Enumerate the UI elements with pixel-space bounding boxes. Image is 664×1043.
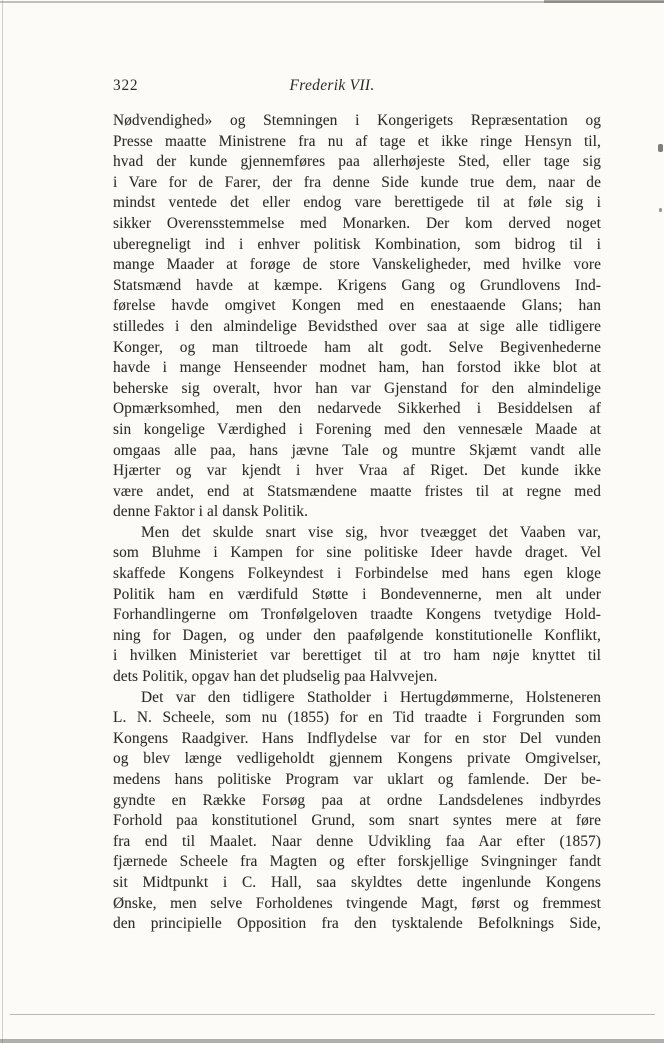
scan-artifact-bottom-edge (0, 1039, 664, 1043)
scan-artifact-left-edge (2, 0, 3, 1043)
text-line: Forhold paa konstitutionel Grund, som snart syntes mere at føre (113, 812, 601, 830)
text-line: Kongens Raadgiver. Hans Indflydelse var for en stor Del vunden (113, 729, 601, 747)
text-line: førelse havde omgivet Kongen med en enestaaende Glans; han (113, 297, 601, 315)
text-line: mange Maader at forøge de store Vanskeligheder, med hvilke vore (113, 256, 601, 274)
text-line: gyndte en Række Forsøg paa at ordne Landsdelenes indbyrdes (113, 791, 601, 809)
text-line: Ønske, men selve Forholdenes tvingende Magt, først og fremmest (113, 894, 601, 912)
text-line: skaffede Kongens Folkeyndest i Forbindelse med hans egen kloge (113, 565, 601, 583)
text-line: i Vare for de Farer, der fra denne Side kunde true dem, naar de (113, 173, 601, 191)
text-line: Opmærksomhed, men den nedarvede Sikkerhed i Besiddelsen af (113, 400, 601, 418)
scan-artifact-bottom-line (10, 1014, 655, 1015)
text-line: Hjærter og var kjendt i hver Vraa af Riget. Det kunde ikke (113, 462, 601, 480)
text-line: sit Midtpunkt i C. Hall, saa skyldtes dette ingenlunde Kongens (113, 873, 601, 891)
text-line: Presse maatte Ministrene fra nu af tage et ikke ringe Hensyn til, (113, 132, 601, 150)
text-line: Politik ham en værdifuld Støtte i Bondevennerne, men alt under (113, 585, 601, 603)
paragraph-1 (113, 111, 601, 523)
scan-artifact-top-right-edge (544, 0, 664, 3)
text-line: Men det skulde snart vise sig, hvor tveægget det Vaaben var, (141, 523, 601, 541)
page-number: 322 (113, 77, 139, 94)
text-line: i hvilken Ministeriet var berettiget til at tro ham nøje knyttet til (113, 647, 601, 665)
paragraph-3 (113, 688, 601, 935)
text-line: hvad der kunde gjennemføres paa allerhøjeste Sted, eller tage sig (113, 153, 601, 171)
text-line: L. N. Scheele, som nu (1855) for en Tid traadte i Forgrunden som (113, 709, 601, 727)
scan-artifact-right-mark (659, 208, 662, 212)
text-line: fra end til Maalet. Naar denne Udvikling faa Aar efter (1857) (113, 832, 601, 850)
text-line: havde i mange Henseender modnet ham, han forstod ikke blot at (113, 359, 601, 377)
text-line: dets Politik, opgav han det pludselig paa Halvvejen. (113, 668, 438, 686)
text-line: være andet, end at Statsmændene maatte fristes til at regne med (113, 482, 601, 500)
text-line: den principielle Opposition fra den tysktalende Befolknings Side, (113, 915, 601, 933)
text-line: og blev længe vedligeholdt gjennem Kongens private Omgivelser, (113, 750, 601, 768)
text-line: fjærnede Scheele fra Magten og efter forskjellige Svingninger fandt (113, 853, 601, 871)
text-line: sin kongelige Værdighed i Forening med den vennesæle Maade at (113, 420, 601, 438)
text-line: mindst ventede det eller endog vare berettigede til at føle sig i (113, 194, 601, 212)
scan-artifact-top-edge (0, 1, 664, 3)
text-line: Nødvendighed» og Stemningen i Kongerigets Repræsentation og (113, 112, 601, 129)
running-title: Frederik VII. (289, 77, 375, 94)
scan-artifact-right-mark (658, 144, 663, 152)
text-line: omgaas alle paa, hans jævne Tale og muntre Skjæmt vandt alle (113, 441, 601, 459)
text-line: som Bluhme i Kampen for sine politiske Ideer havde draget. Vel (113, 544, 601, 562)
text-line: Forhandlingerne om Tronfølgeloven traadte Kongens tvetydige Hold- (113, 606, 601, 624)
text-line: medens hans politiske Program var uklart og famlende. Der be- (113, 771, 601, 788)
text-block (113, 111, 601, 935)
paragraph-2 (113, 523, 601, 688)
text-line: sikker Overensstemmelse med Monarken. Der kom derved noget (113, 214, 601, 232)
text-line: uberegneligt ind i enhver politisk Kombination, som bidrog til i (113, 235, 601, 253)
page-header (0, 77, 664, 99)
text-line: stilledes i den almindelige Bevidsthed over saa at sige alle tidligere (113, 317, 601, 335)
text-line: denne Faktor i al dansk Politik. (113, 503, 309, 521)
text-line: Det var den tidligere Statholder i Hertugdømmerne, Holsteneren (141, 688, 601, 706)
text-line: Statsmænd havde at kæmpe. Krigens Gang og Grundlovens Ind- (113, 276, 601, 294)
text-line: beherske sig overalt, hvor han var Gjenstand for den almindelige (113, 379, 601, 397)
text-line: Konger, og man tiltroede ham alt godt. Selve Begivenhederne (113, 338, 601, 356)
text-line: ning for Dagen, og under den paafølgende konstitutionelle Konflikt, (113, 626, 601, 644)
